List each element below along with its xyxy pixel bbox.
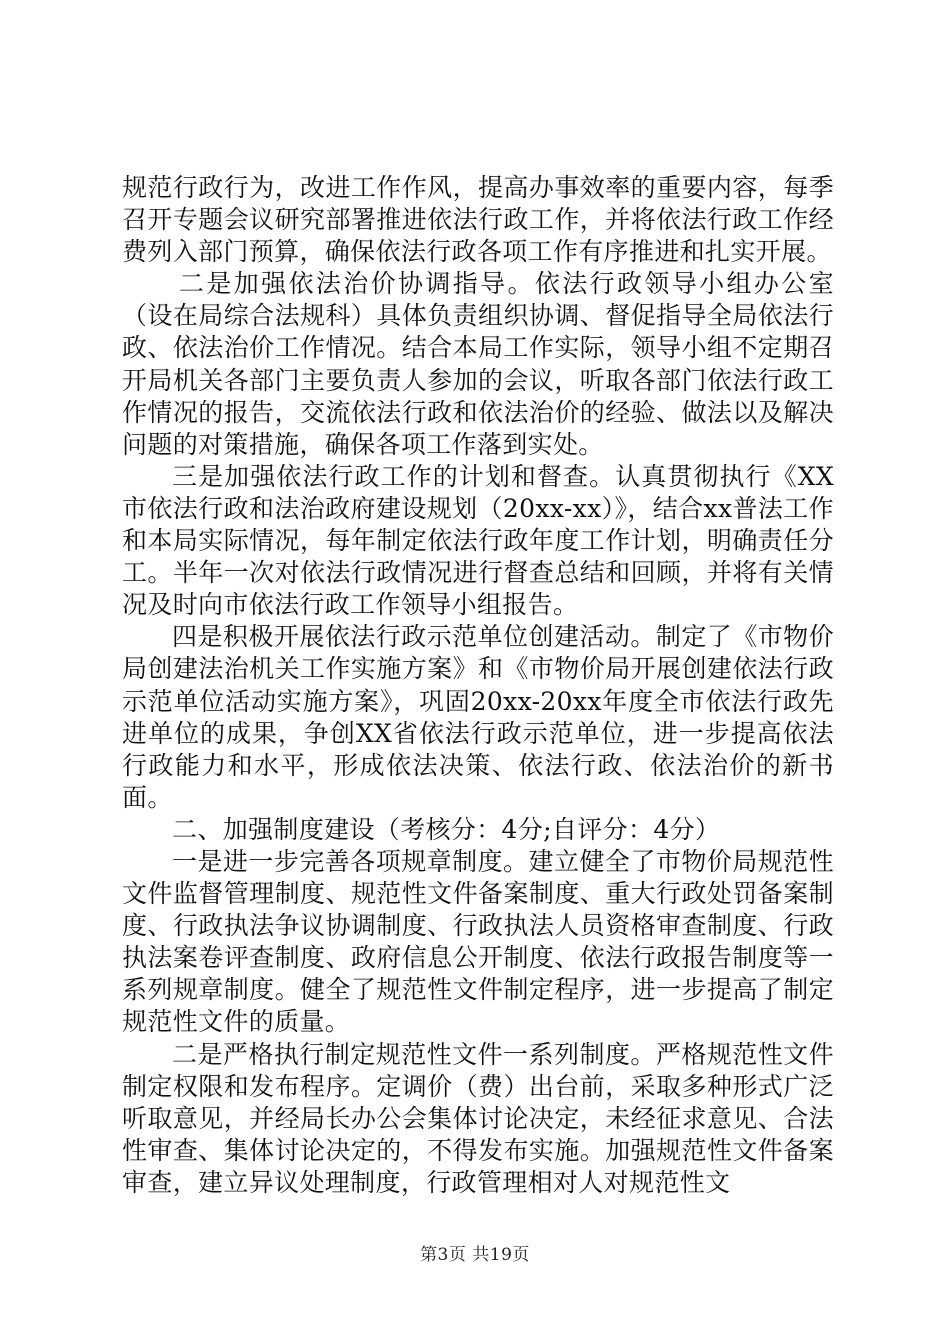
document-body — [122, 172, 834, 1199]
paragraph-continuation: 规范行政行为，改进工作作风，提高办事效率的重要内容，每季召开专题会议研究部署推进依法行政工作，并将依法行政工作经费列入部门预算，确保依法行政各项工作有序推进和扎实开展。 — [122, 173, 834, 267]
page-footer: 第3页 共19页 — [420, 1245, 530, 1265]
paragraph-normative-documents: 二是严格执行制定规范性文件一系列制度。严格规范性文件制定权限和发布程序。定调价（费）出台前，采取多种形式广泛听取意见，并经局长办公会集体讨论决定，未经征求意见、合法性审查、集体讨论决定的，不得发布实施。加强规范性文件备案审查，建立异议处理制度，行政管理相对人对规范性文 — [122, 1039, 834, 1197]
paragraph-planning-supervision: 三是加强依法行政工作的计划和督查。认真贯彻执行《XX市依法行政和法治政府建设规划（20xx-xx）》，结合xx普法工作和本局实际情况，每年制定依法行政年度工作计划，明确责任分工。半年一次对依法行政情况进行督查总结和回顾，并将有关情况及时向市依法行政工作领导小组报告。 — [122, 461, 834, 620]
paragraph-rules-improvement: 一是进一步完善各项规章制度。建立健全了市物价局规范性文件监督管理制度、规范性文件备案制度、重大行政处罚备案制度、行政执法争议协调制度、行政执法人员资格审查制度、行政执法案卷评查制度、政府信息公开制度、依法行政报告制度等一系列规章制度。健全了规范性文件制定程序，进一步提高了制定规范性文件的质量。 — [122, 846, 834, 1037]
section-heading-system-building: 二、加强制度建设（考核分：4分;自评分：4分） — [172, 814, 721, 844]
paragraph-coordination-guidance: 二是加强依法治价协调指导。依法行政领导小组办公室（设在局综合法规科）具体负责组织协调、督促指导全局依法行政、依法治价工作情况。结合本局工作实际，领导小组不定期召开局机关各部门主要负责人参加的会议，听取各部门依法行政工作情况的报告，交流依法行政和依法治价的经验、做法以及解决问题的对策措施，确保各项工作落到实处。 — [122, 269, 834, 459]
paragraph-demonstration-unit: 四是积极开展依法行政示范单位创建活动。制定了《市物价局创建法治机关工作实施方案》和《市物价局开展创建依法行政示范单位活动实施方案》，巩固20xx-20xx年度全市依法行政先进单位的成果，争创XX省依法行政示范单位，进一步提高依法行政能力和水平，形成依法决策、依法行政、依法治价的新书面。 — [122, 622, 834, 812]
